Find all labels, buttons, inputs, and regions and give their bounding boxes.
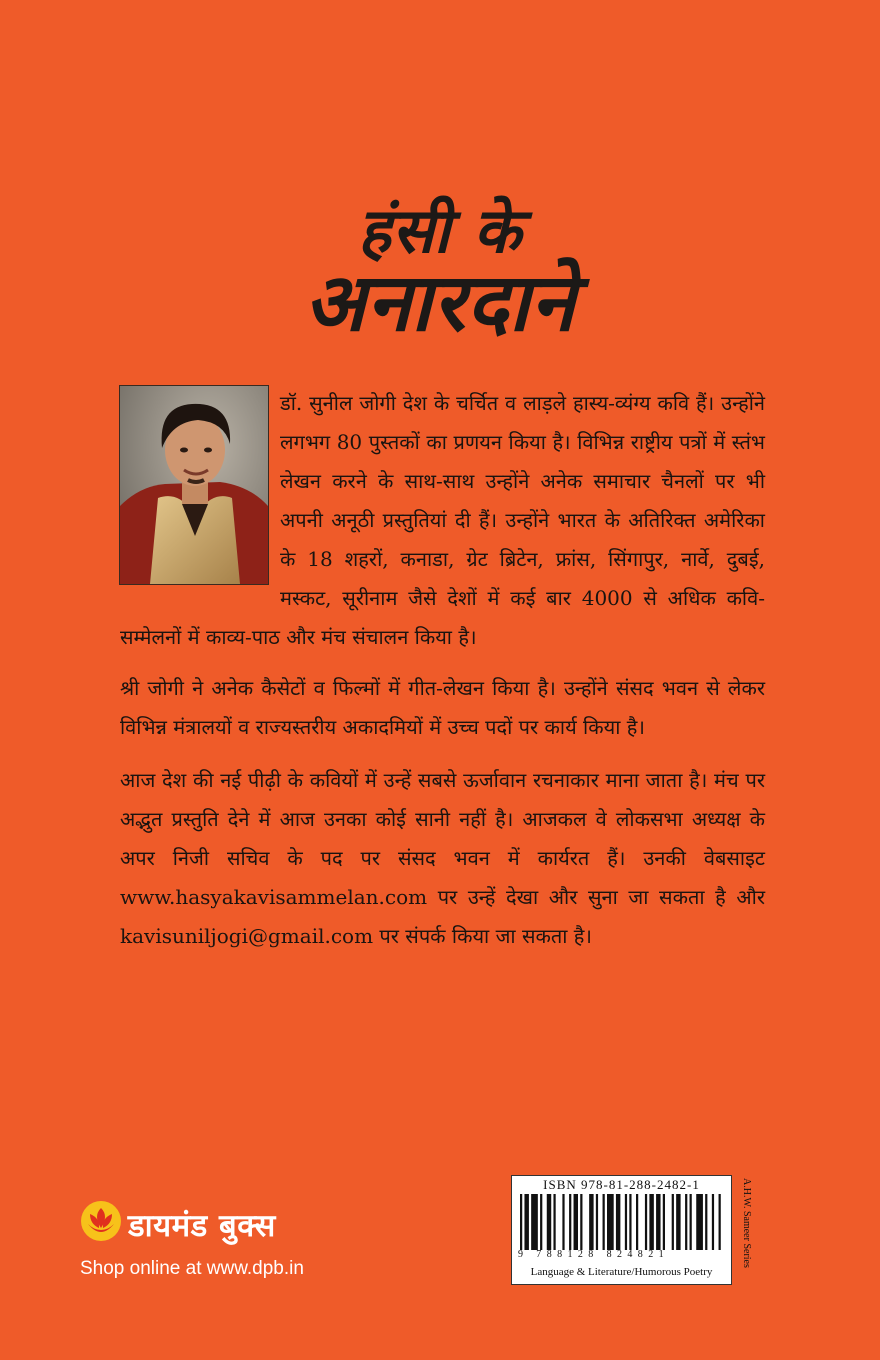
book-title-line-2: अनारदाने: [304, 256, 576, 349]
publisher-name: डायमंड बुक्स: [128, 1208, 276, 1244]
shop-online-link[interactable]: Shop online at www.dpb.in: [80, 1258, 304, 1279]
isbn-barcode: [511, 1175, 732, 1285]
author-bio: [120, 384, 765, 970]
barcode-bars: [520, 1194, 723, 1250]
book-category: Language & Literature/Humorous Poetry: [530, 1266, 713, 1278]
bio-paragraph: श्री जोगी ने अनेक कैसेटों व फिल्मों में गीत-लेखन किया है। उन्होंने संसद भवन से लेकर विभिन्न मंत्रालयों व राज्यस्तरीय अकादमियों में उच्च पदों पर कार्य किया है।: [120, 676, 765, 739]
barcode-digits: 9 788128 824821: [518, 1249, 669, 1260]
diamond-lotus-icon: [80, 1200, 122, 1242]
book-title-line-1: हंसी के: [357, 194, 523, 267]
bio-paragraph: आज देश की नई पीढ़ी के कवियों में उन्हें सबसे ऊर्जावान रचनाकार माना जाता है। मंच पर अद्भुत प्रस्तुति देने में आज उनका कोई सानी नहीं है। आजकल वे लोकसभा अध्यक्ष के अपर निजी सचिव के पद पर संसद भवन में कार्यरत हैं। उनकी वेबसाइट www.hasyakavisammelan.com पर उन्हें देखा और सुना जा सकता है और kavisuniljogi@gmail.com पर संपर्क किया जा सकता है।: [120, 768, 765, 948]
isbn-number: ISBN 978-81-288-2482-1: [543, 1177, 700, 1192]
bio-paragraph: डॉ. सुनील जोगी देश के चर्चित व लाड़ले हास्य-व्यंग्य कवि हैं। उन्होंने लगभग 80 पुस्तकों का प्रणयन किया है। विभिन्न राष्ट्रीय पत्रों में स्तंभ लेखन करने के साथ-साथ उन्होंने अनेक समाचार चैनलों पर भी अपनी अनूठी प्रस्तुतियां दी हैं। उन्होंने भारत के अतिरिक्त अमेरिका के 18 शहरों, कनाडा, ग्रेट ब्रिटेन, फ्रांस, सिंगापुर, नार्वे, दुबई, मस्कट, सूरीनाम जैसे देशों में कई बार 4000 से अधिक कवि-सम्मेलनों में काव्य-पाठ और मंच संचालन किया है।: [120, 391, 765, 649]
series-label: A.H.W. Sameer Series: [741, 1178, 752, 1268]
